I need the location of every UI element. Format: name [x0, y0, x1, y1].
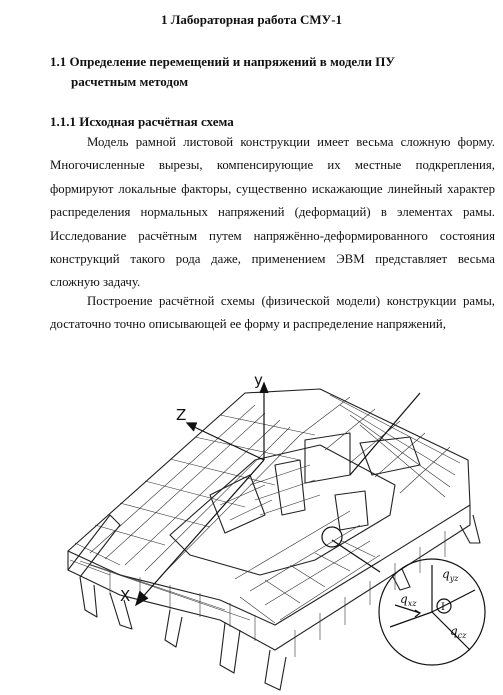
- subsection-heading: 1.1.1 Исходная расчётная схема: [50, 114, 234, 129]
- page-title: 1 Лабораторная работа СМУ-1: [160, 12, 343, 27]
- x-axis-line: [140, 460, 264, 600]
- frame-model-figure: [50, 365, 503, 695]
- detail-marker-label: I: [441, 602, 445, 613]
- paragraph-2: Построение расчётной схемы (физической модели) конструкции рамы, достаточно точно описывающей ее форму и распределение напряжений,: [50, 294, 495, 332]
- section-heading: [50, 52, 470, 92]
- detail-label-qcz: $q_{cz}$: [450, 624, 467, 640]
- paragraph-1: Модель рамной листовой конструкции имеет весьма сложную форму. Многочисленные вырезы, компенсирующие их местные подкрепления, формируют локальные факторы, существенно искажающие линейный характер распределения нормальных напряжений (деформаций) в элементах рамы. Исследование расчётным путем напряжённо-деформированного состояния конструкций такого рода даже, применением ЭВМ представляет весьма сложную задачу.: [50, 135, 495, 290]
- detail-label-qyz: $q_{yz}$: [442, 567, 459, 583]
- axis-label-x: X: [120, 587, 131, 605]
- pointer-line: [350, 393, 420, 475]
- section-heading-line2: расчетным методом: [71, 74, 189, 89]
- section-heading-line1: 1.1 Определение перемещений и напряжений в модели ПУ: [50, 54, 395, 69]
- frame-leg-front: [220, 623, 240, 673]
- frame-wireframe-drawing: [50, 365, 503, 695]
- axis-label-z: Z: [176, 406, 187, 424]
- detail-label-qxz: $q_{xz}$: [400, 592, 417, 608]
- frame-inner-opening: [170, 445, 395, 575]
- axis-label-y: y: [254, 371, 263, 389]
